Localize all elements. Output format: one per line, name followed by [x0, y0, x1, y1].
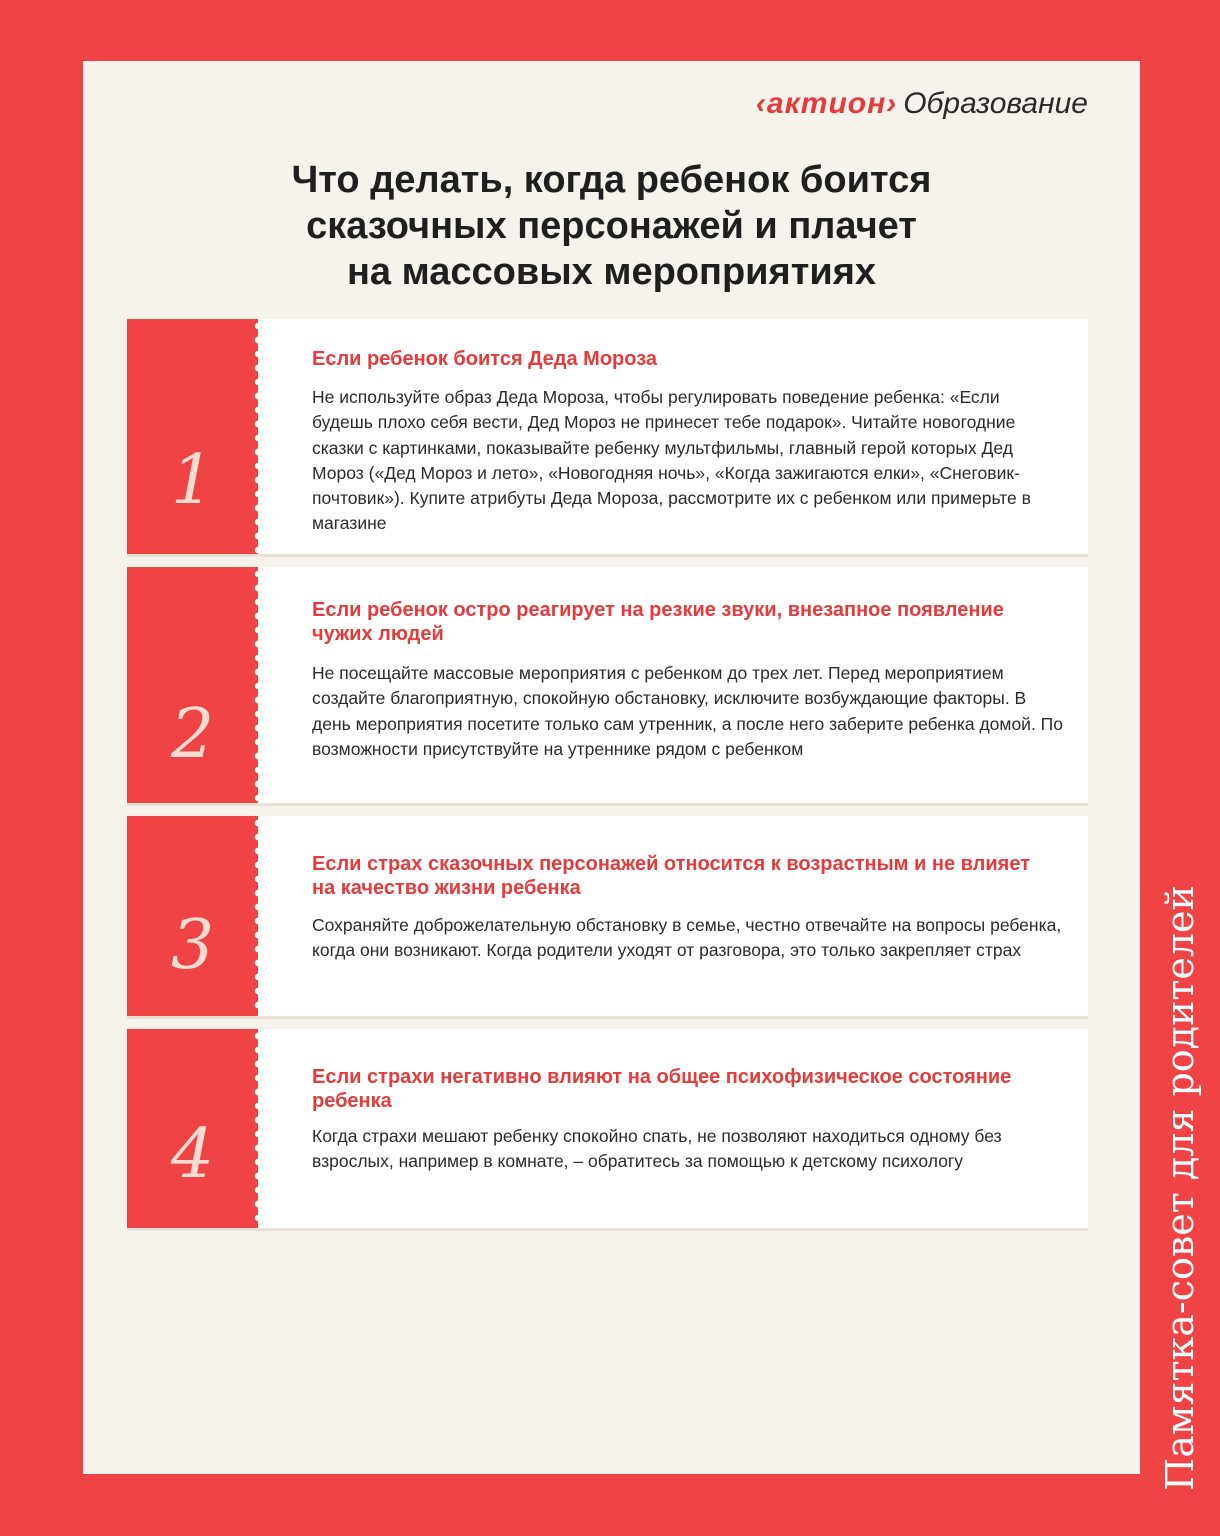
brand-logo-word: Образование [903, 87, 1088, 120]
page-title [83, 157, 1140, 295]
advice-text: Сохраняйте доброжелательную обстановку в семье, честно отвечайте на вопросы ребенка, когда они возникают. Когда родители уходят от разговора, это только закрепляет страх [312, 915, 1062, 961]
advice-number: 3 [170, 906, 215, 985]
page-title-line: сказочных персонажей и плачет [306, 205, 917, 247]
brand-logo [756, 87, 1088, 121]
advice-number: 4 [170, 1115, 215, 1194]
advice-card-2 [127, 567, 1088, 803]
advice-card-4 [127, 1029, 1088, 1228]
advice-text: Когда страхи мешают ребенку спокойно спать, не позволяют находиться одному без взрослых, например в комнате, – обратитесь за помощью к детскому психологу [312, 1126, 1002, 1172]
page-title-line: на массовых мероприятиях [346, 251, 876, 293]
advice-card-1 [127, 319, 1088, 554]
brand-logo-mark: ‹актион› [755, 87, 898, 120]
advice-text: Не используйте образ Деда Мороза, чтобы регулировать поведение ребенка: «Если будешь плохо себя вести, Дед Мороз не принесет тебе подарок». Читайте новогодние сказки с картинками, показывайте ребенку мультфильмы, главный герой которых Дед Мороз («Дед Мороз и лето», «Новогодняя ночь», «Когда зажигаются елки», «Снеговик-почтовик»). Купите атрибуты Деда Мороза, рассмотрите их с ребенком или примерьте в магазине [312, 387, 1031, 534]
memo-sheet [83, 61, 1140, 1474]
side-label: Памятка-совет для родителей [1158, 885, 1202, 1491]
page-title-line: Что делать, когда ребенок боится [291, 159, 932, 201]
advice-heading: Если страхи негативно влияют на общее психофизическое состояние ребенка [312, 1066, 1012, 1112]
advice-number: 2 [170, 695, 215, 774]
advice-heading: Если страх сказочных персонажей относится к возрастным и не влияет на качество жизни ребенка [312, 853, 1030, 899]
advice-card-3 [127, 816, 1088, 1016]
advice-number: 1 [170, 441, 215, 520]
advice-heading: Если ребенок остро реагирует на резкие звуки, внезапное появление чужих людей [312, 599, 1004, 645]
advice-text: Не посещайте массовые мероприятия с ребенком до трех лет. Перед мероприятием создайте благоприятную, спокойную обстановку, исключите возбуждающие факторы. В день мероприятия посетите только сам утренник, а после него заберите ребенка домой. По возможности присутствуйте на утреннике рядом с ребенком [312, 663, 1063, 759]
advice-heading: Если ребенок боится Деда Мороза [312, 348, 658, 370]
